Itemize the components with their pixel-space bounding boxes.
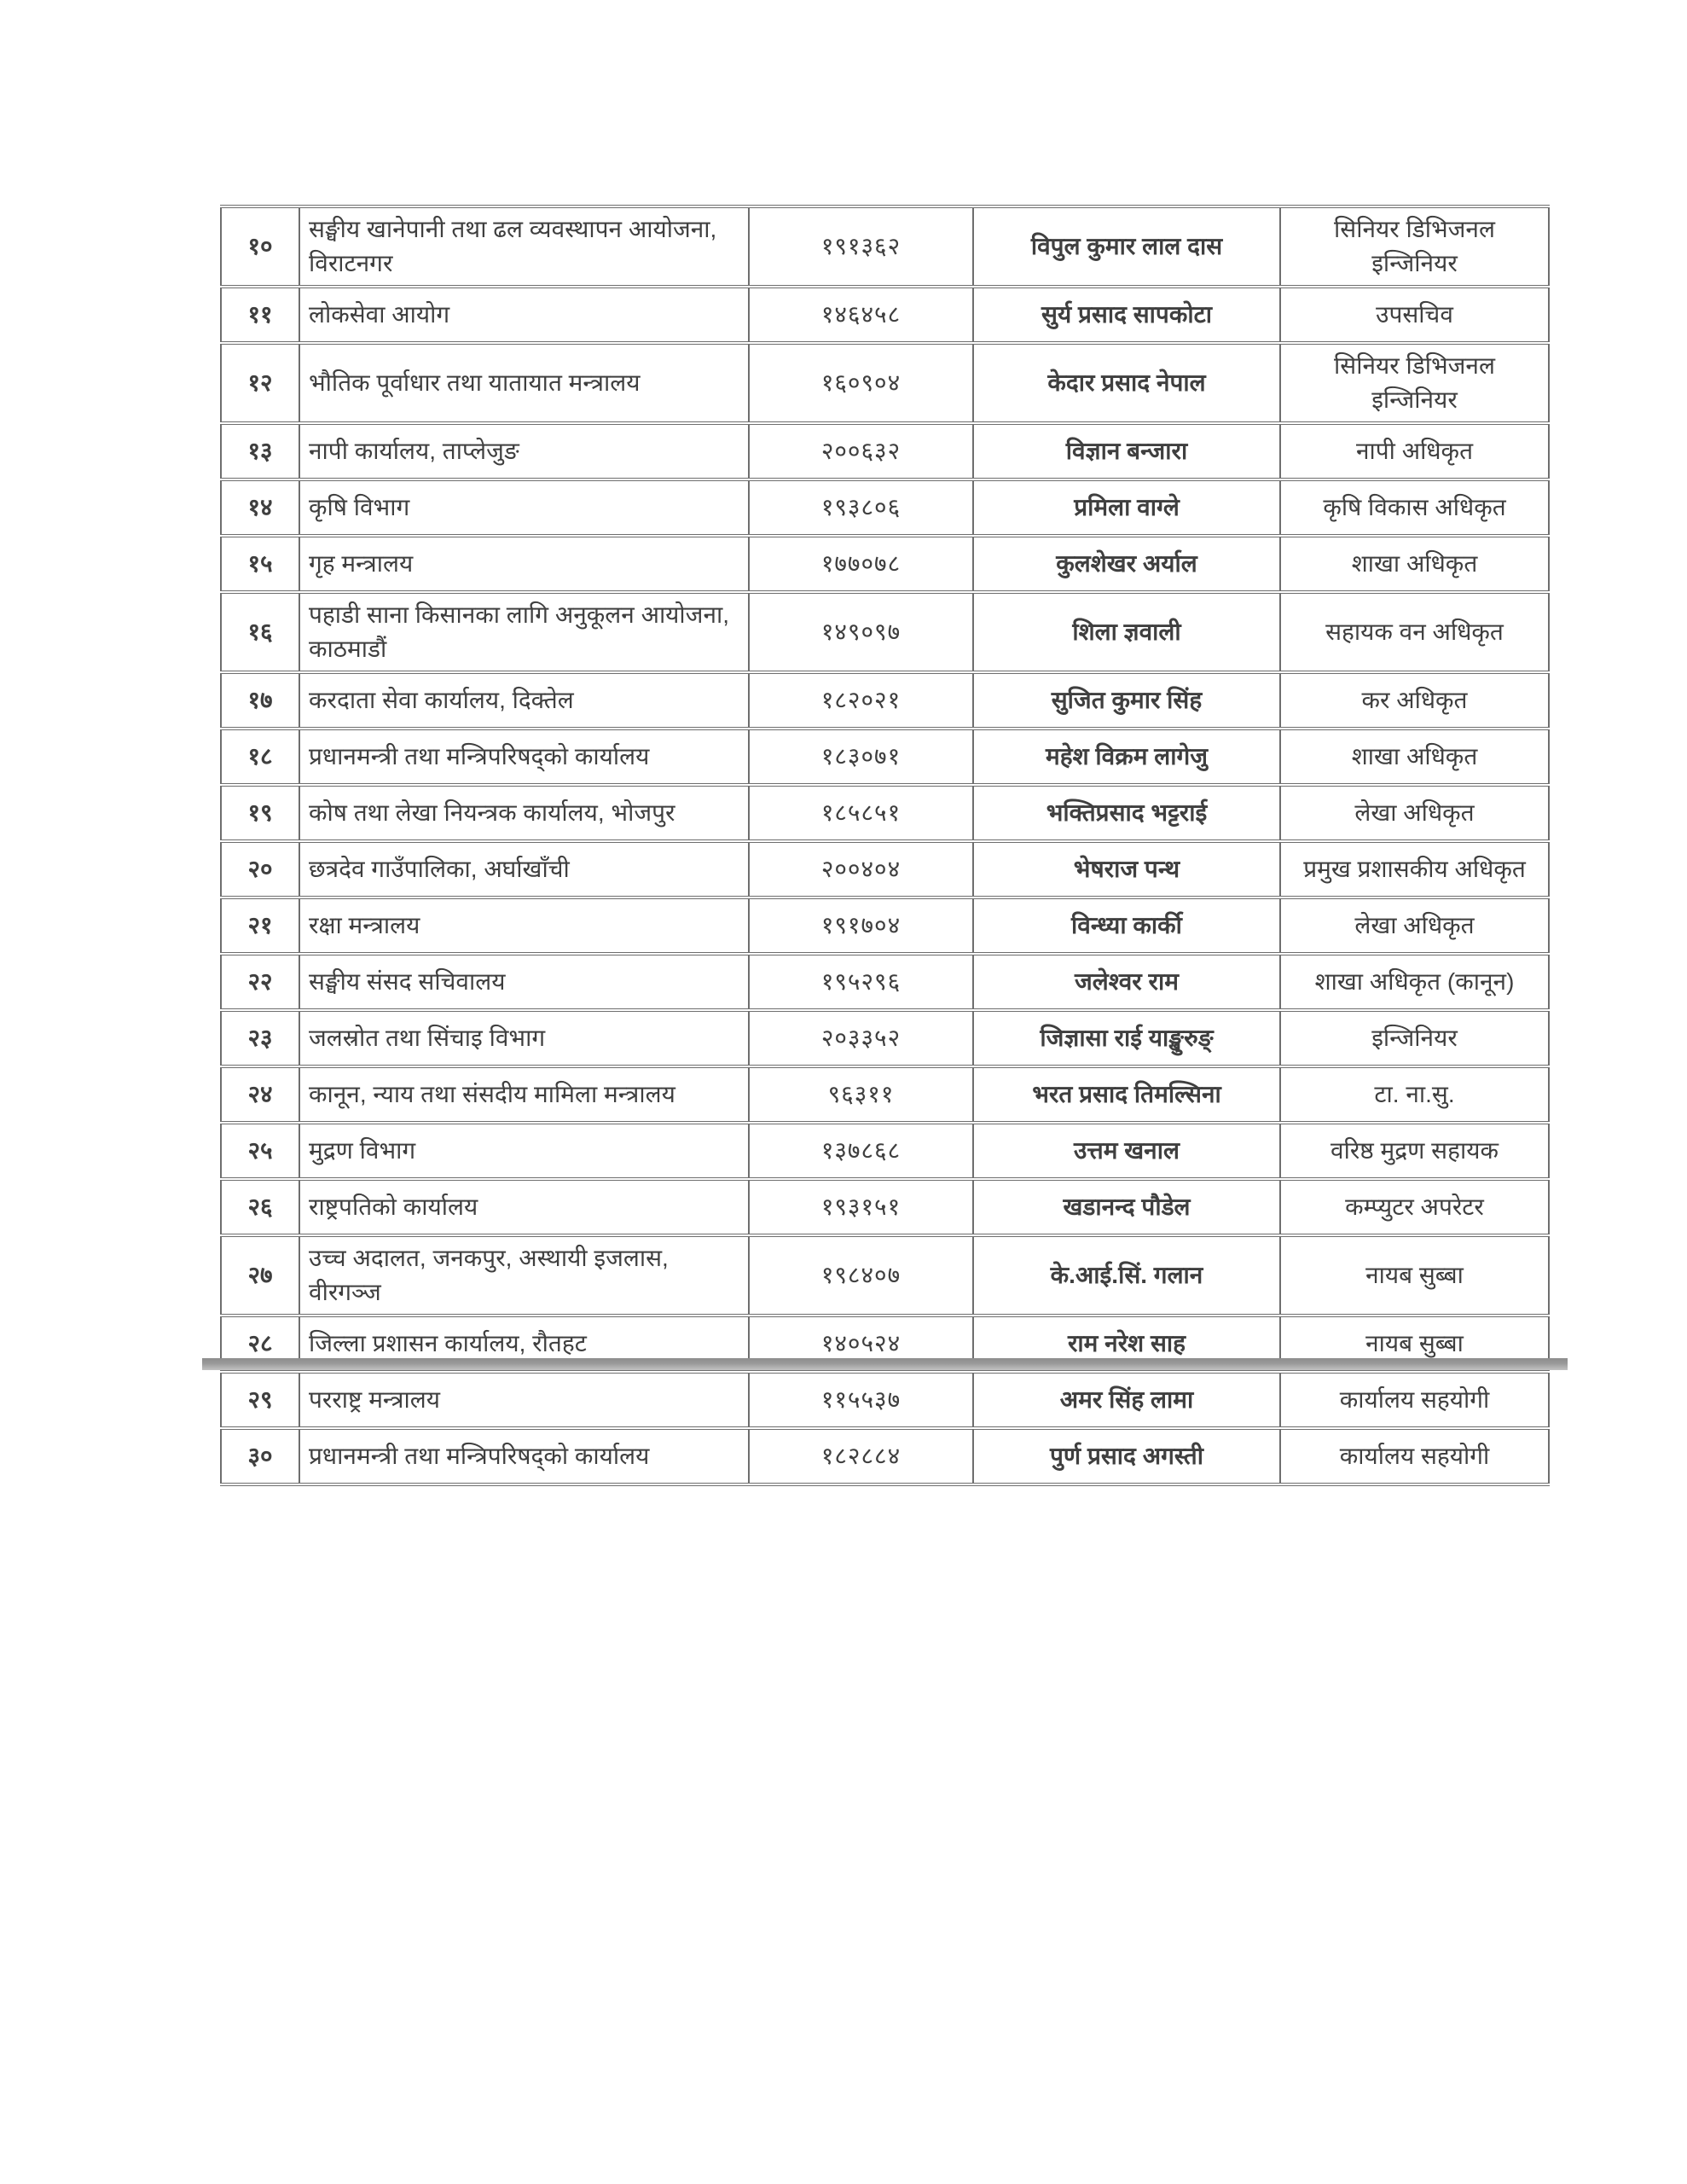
position-title-cell: कर अधिकृत [1280,672,1549,729]
employee-name-cell: विज्ञान बन्जारा [973,423,1280,479]
table-row [221,343,1549,423]
position-title-cell: इन्जिनियर [1280,1010,1549,1066]
office-name-cell: नापी कार्यालय, ताप्लेजुङ [299,423,749,479]
employee-number-cell: १९१७०४ [749,897,973,954]
table-row [221,1179,1549,1235]
position-title-cell: नापी अधिकृत [1280,423,1549,479]
employee-number-cell: १६०९०४ [749,343,973,423]
serial-number-cell: २३ [221,1010,299,1066]
employee-name-cell: कुलशेखर अर्याल [973,536,1280,592]
table-row [221,1123,1549,1179]
employee-name-cell: प्रमिला वाग्ले [973,479,1280,536]
serial-number-cell: २० [221,841,299,897]
employee-number-cell: १९५२९६ [749,954,973,1010]
position-title-cell: शाखा अधिकृत (कानून) [1280,954,1549,1010]
employee-number-cell: १४६४५८ [749,287,973,343]
serial-number-cell: ११ [221,287,299,343]
office-name-cell: पहाडी साना किसानका लागि अनुकूलन आयोजना, काठमाडौं [299,592,749,672]
employee-number-cell: ११५५३७ [749,1372,973,1428]
employee-number-cell: १८५८५१ [749,785,973,841]
office-name-cell: छत्रदेव गाउँपालिका, अर्घाखाँची [299,841,749,897]
employee-name-cell: सुजित कुमार सिंह [973,672,1280,729]
serial-number-cell: १३ [221,423,299,479]
position-title-cell: कार्यालय सहयोगी [1280,1428,1549,1484]
serial-number-cell: १५ [221,536,299,592]
table-row [221,1428,1549,1484]
serial-number-cell: २२ [221,954,299,1010]
office-name-cell: प्रधानमन्त्री तथा मन्त्रिपरिषद्को कार्यालय [299,729,749,785]
position-title-cell: नायब सुब्बा [1280,1316,1549,1372]
employee-name-cell: विपुल कुमार लाल दास [973,206,1280,287]
serial-number-cell: २५ [221,1123,299,1179]
staff-table-body [221,206,1549,1484]
table-row [221,1066,1549,1123]
serial-number-cell: १४ [221,479,299,536]
table-row [221,672,1549,729]
table-row [221,729,1549,785]
office-name-cell: लोकसेवा आयोग [299,287,749,343]
position-title-cell: टा. ना.सु. [1280,1066,1549,1123]
serial-number-cell: २८ [221,1316,299,1372]
office-name-cell: सङ्घीय खानेपानी तथा ढल व्यवस्थापन आयोजना, विराटनगर [299,206,749,287]
table-row [221,897,1549,954]
employee-name-cell: जिज्ञासा राई याङ्खुरुङ् [973,1010,1280,1066]
table-row [221,841,1549,897]
employee-name-cell: भेषराज पन्थ [973,841,1280,897]
serial-number-cell: १७ [221,672,299,729]
table-row [221,423,1549,479]
office-name-cell: कानून, न्याय तथा संसदीय मामिला मन्त्रालय [299,1066,749,1123]
position-title-cell: सहायक वन अधिकृत [1280,592,1549,672]
position-title-cell: कृषि विकास अधिकृत [1280,479,1549,536]
serial-number-cell: ३० [221,1428,299,1484]
position-title-cell: लेखा अधिकृत [1280,785,1549,841]
employee-number-cell: ९६३११ [749,1066,973,1123]
employee-number-cell: १४०५२४ [749,1316,973,1372]
office-name-cell: जिल्ला प्रशासन कार्यालय, रौतहट [299,1316,749,1372]
employee-number-cell: १८३०७१ [749,729,973,785]
employee-number-cell: २००४०४ [749,841,973,897]
employee-number-cell: १३७८६८ [749,1123,973,1179]
office-name-cell: प्रधानमन्त्री तथा मन्त्रिपरिषद्को कार्यालय [299,1428,749,1484]
employee-number-cell: १९३१५१ [749,1179,973,1235]
table-row [221,479,1549,536]
office-name-cell: राष्ट्रपतिको कार्यालय [299,1179,749,1235]
table-row [221,206,1549,287]
position-title-cell: सिनियर डिभिजनल इन्जिनियर [1280,206,1549,287]
employee-name-cell: के.आई.सिं. गलान [973,1235,1280,1316]
employee-name-cell: जलेश्वर राम [973,954,1280,1010]
staff-assignment-table [220,205,1550,1486]
employee-number-cell: १९८४०७ [749,1235,973,1316]
employee-number-cell: १९१३६२ [749,206,973,287]
office-name-cell: रक्षा मन्त्रालय [299,897,749,954]
serial-number-cell: १९ [221,785,299,841]
bottom-divider-rule [202,1358,1568,1370]
office-name-cell: करदाता सेवा कार्यालय, दिक्तेल [299,672,749,729]
employee-name-cell: भक्तिप्रसाद भट्टराई [973,785,1280,841]
position-title-cell: उपसचिव [1280,287,1549,343]
office-name-cell: गृह मन्त्रालय [299,536,749,592]
table-row [221,1372,1549,1428]
position-title-cell: वरिष्ठ मुद्रण सहायक [1280,1123,1549,1179]
employee-name-cell: उत्तम खनाल [973,1123,1280,1179]
office-name-cell: मुद्रण विभाग [299,1123,749,1179]
table-row [221,785,1549,841]
serial-number-cell: १२ [221,343,299,423]
employee-name-cell: अमर सिंह लामा [973,1372,1280,1428]
employee-name-cell: विन्ध्या कार्की [973,897,1280,954]
employee-number-cell: १८२८८४ [749,1428,973,1484]
position-title-cell: कम्प्युटर अपरेटर [1280,1179,1549,1235]
serial-number-cell: १८ [221,729,299,785]
office-name-cell: सङ्घीय संसद सचिवालय [299,954,749,1010]
serial-number-cell: २१ [221,897,299,954]
position-title-cell: कार्यालय सहयोगी [1280,1372,1549,1428]
table-row [221,954,1549,1010]
serial-number-cell: २९ [221,1372,299,1428]
table-row [221,1010,1549,1066]
employee-number-cell: २००६३२ [749,423,973,479]
employee-name-cell: सुर्य प्रसाद सापकोटा [973,287,1280,343]
table-row [221,287,1549,343]
position-title-cell: प्रमुख प्रशासकीय अधिकृत [1280,841,1549,897]
position-title-cell: नायब सुब्बा [1280,1235,1549,1316]
employee-name-cell: शिला ज्ञवाली [973,592,1280,672]
employee-name-cell: पुर्ण प्रसाद अगस्ती [973,1428,1280,1484]
employee-number-cell: २०३३५२ [749,1010,973,1066]
serial-number-cell: १० [221,206,299,287]
employee-name-cell: राम नरेश साह [973,1316,1280,1372]
serial-number-cell: १६ [221,592,299,672]
table-row [221,592,1549,672]
employee-name-cell: खडानन्द पौडेल [973,1179,1280,1235]
office-name-cell: जलस्रोत तथा सिंचाइ विभाग [299,1010,749,1066]
office-name-cell: भौतिक पूर्वाधार तथा यातायात मन्त्रालय [299,343,749,423]
office-name-cell: कृषि विभाग [299,479,749,536]
serial-number-cell: २४ [221,1066,299,1123]
employee-number-cell: १८२०२१ [749,672,973,729]
employee-name-cell: केदार प्रसाद नेपाल [973,343,1280,423]
table-row [221,1235,1549,1316]
table-row [221,536,1549,592]
position-title-cell: सिनियर डिभिजनल इन्जिनियर [1280,343,1549,423]
position-title-cell: लेखा अधिकृत [1280,897,1549,954]
office-name-cell: परराष्ट्र मन्त्रालय [299,1372,749,1428]
employee-number-cell: १९३८०६ [749,479,973,536]
position-title-cell: शाखा अधिकृत [1280,536,1549,592]
employee-name-cell: महेश विक्रम लागेजु [973,729,1280,785]
serial-number-cell: २७ [221,1235,299,1316]
office-name-cell: उच्च अदालत, जनकपुर, अस्थायी इजलास, वीरगञ्ज [299,1235,749,1316]
office-name-cell: कोष तथा लेखा नियन्त्रक कार्यालय, भोजपुर [299,785,749,841]
employee-name-cell: भरत प्रसाद तिमल्सिना [973,1066,1280,1123]
position-title-cell: शाखा अधिकृत [1280,729,1549,785]
employee-number-cell: १७७०७८ [749,536,973,592]
employee-number-cell: १४९०९७ [749,592,973,672]
serial-number-cell: २६ [221,1179,299,1235]
